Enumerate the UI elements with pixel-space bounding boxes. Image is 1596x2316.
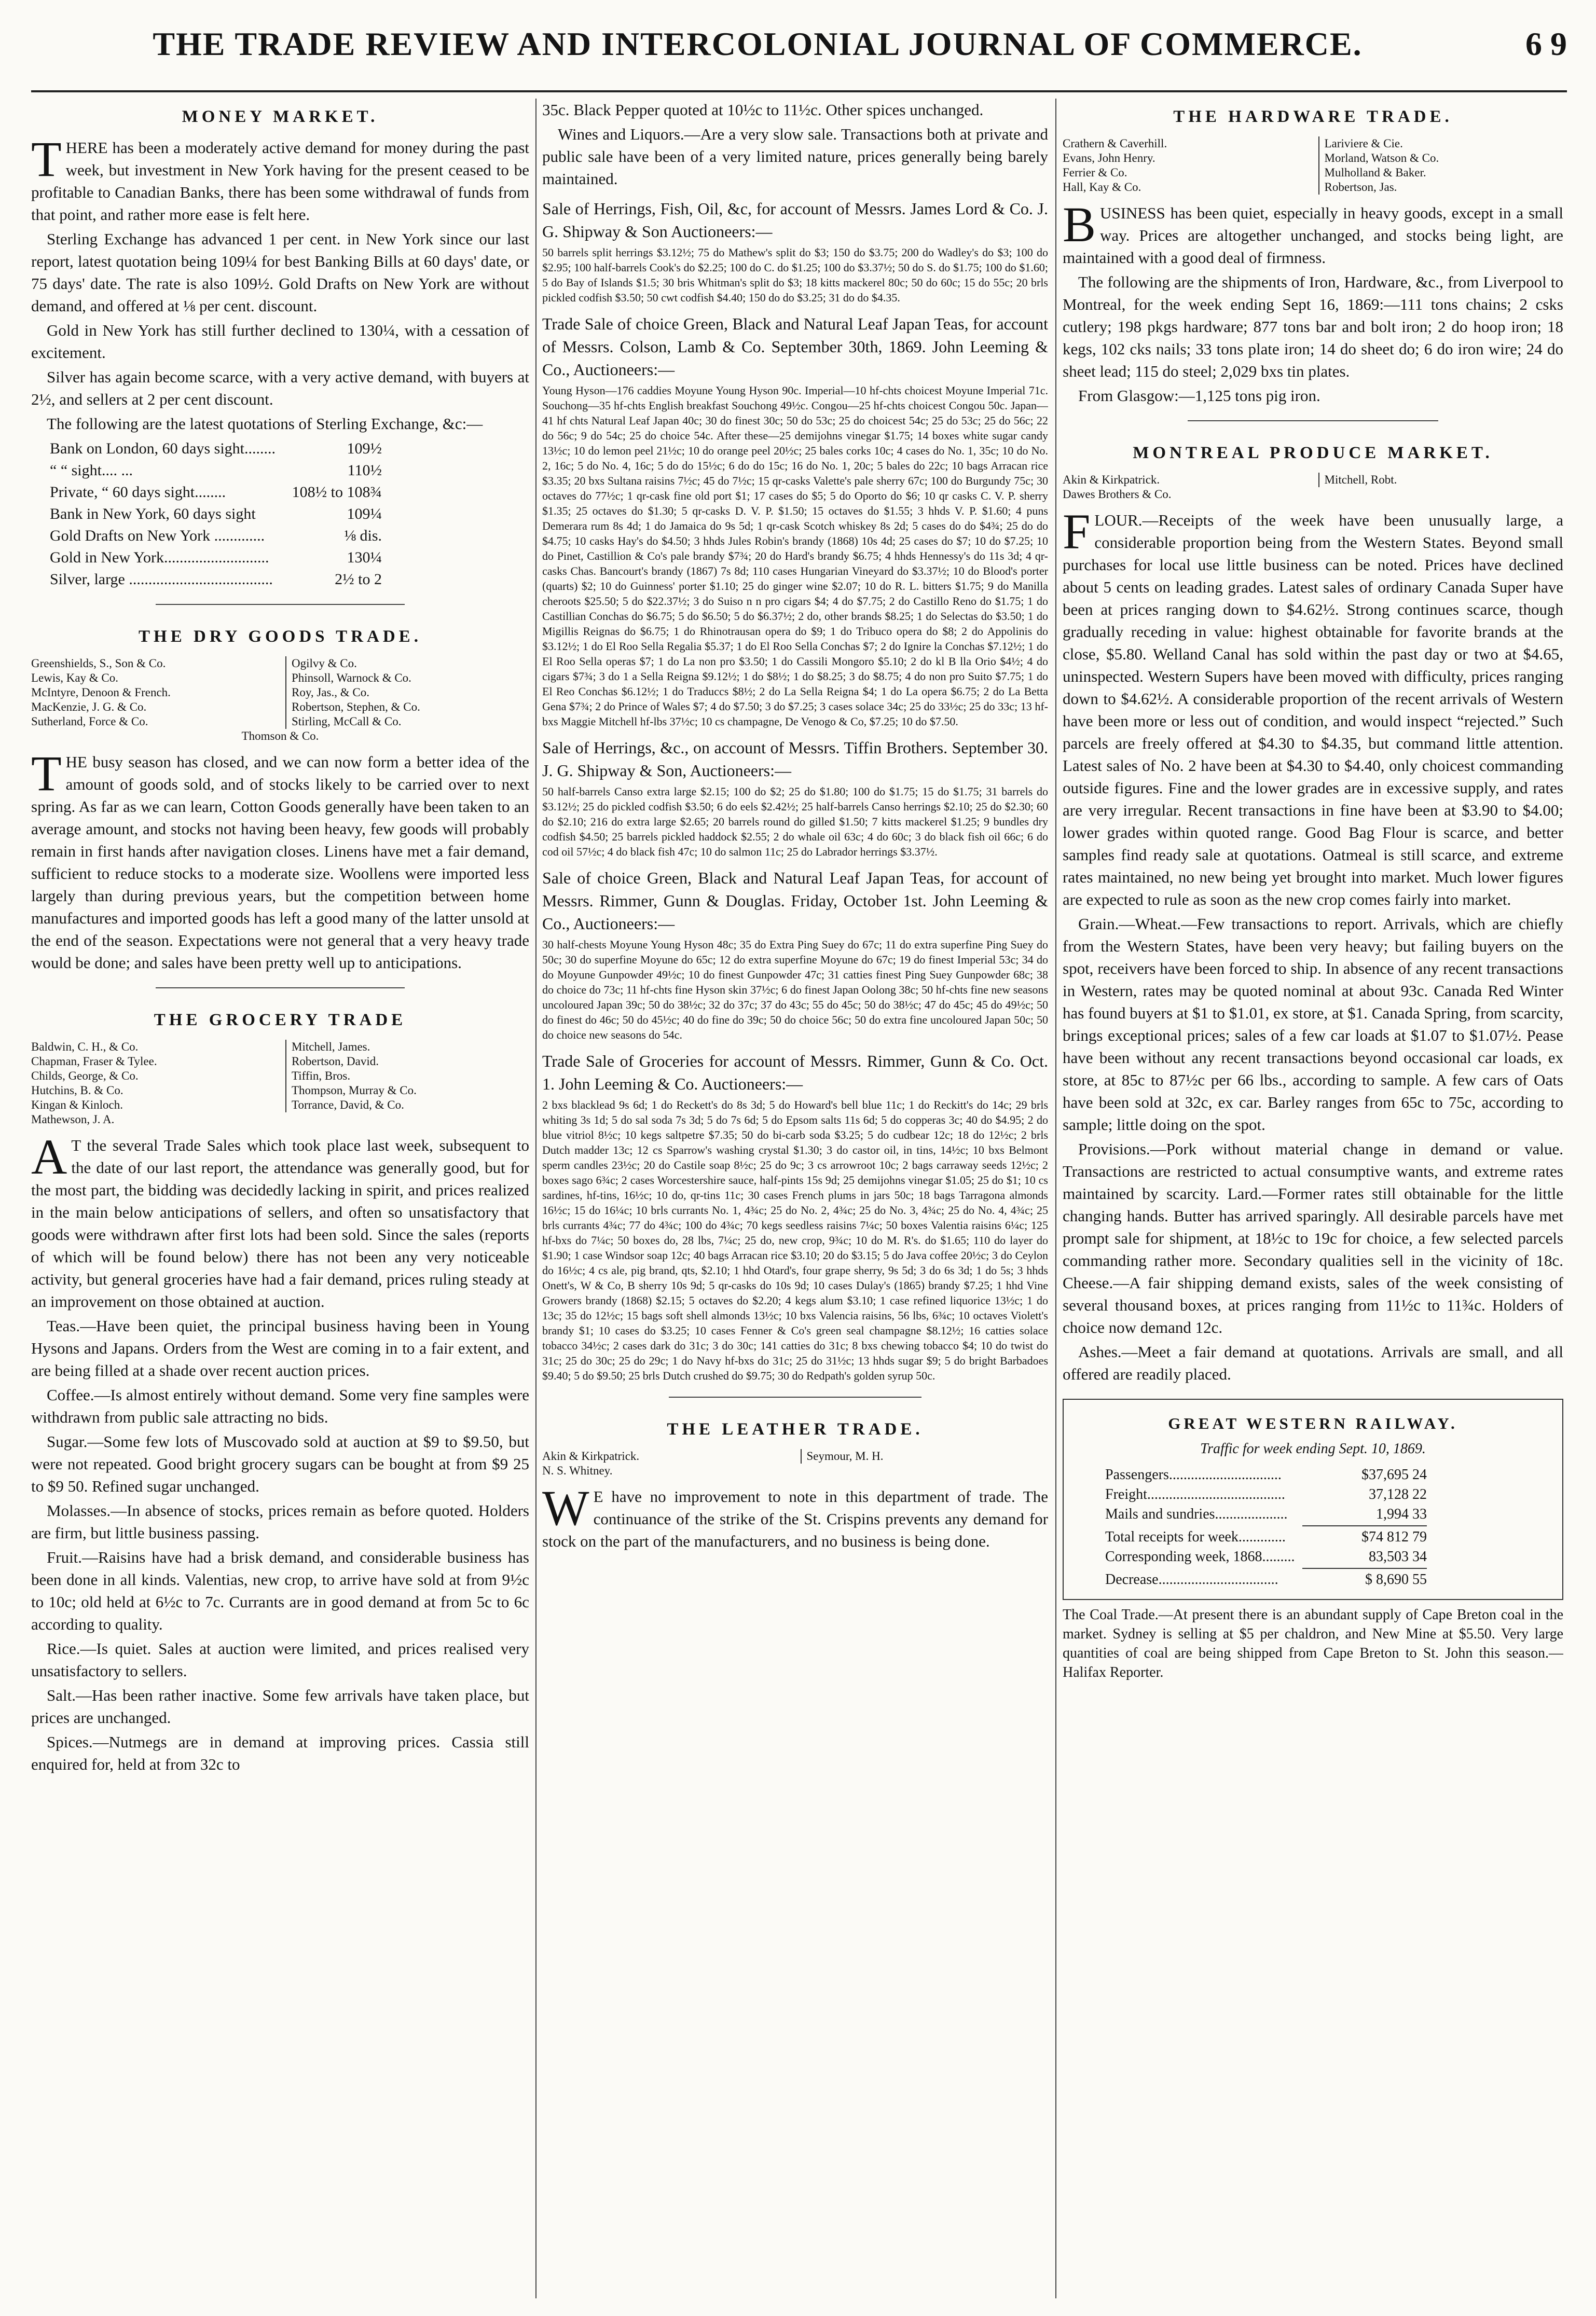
gwr-row: Mails and sundries.................... 1,994 33 [1105, 1506, 1427, 1522]
produce-flour: FLOUR.—Receipts of the week have been unusually large, a considerable proportion being from the Western States. Beyond small purchases for local use little business can be noted. Prices have declined about 5 cents on leading grades. Latest sales of ordinary Canada Super have been at prices ranging down to $4.62½. Strong continues scarce, though gradually receding in value: highest obtainable for favorite brands at the close, $5.80. Welland Canal has sold within the past day or two at $4.65, uninspected. Western Supers have been moved with difficulty, prices ranging down to $4.62½. A considerable proportion of the recent arrivals of Western have been more or less out of condition, and would inspect “rejected.” Such parcels are freely offered at $4.30 to $4.35, but command little attention. Latest sales of No. 2 have been at $4.30 to $4.40, only choicest commanding outside figures. Fine and the lower grades are in excessive supply, and rates are very irregular. Recent transactions in fine have been at $3.90 to $4.00; lower grades within quoted range. Good Bag Flour is scarce, and better samples find ready sale at quotations. Oatmeal is still scarce, and extreme rates maintained, no new being yet brought into market. Much lower figures are expected to rule as soon as the new crop comes fairly into market. [1063, 504, 1563, 908]
hardware-para-1: BUSINESS has been quiet, especially in heavy goods, except in a small way. Prices are altogether unchanged, and stocks being light, are maintained with a good deal of firmness. [1063, 197, 1563, 267]
rate-row: Private, “ 60 days sight........ 108½ to 108¾ [50, 484, 382, 501]
gwr-decrease: Decrease................................. $ 8,690 55 [1105, 1571, 1427, 1588]
sale-2-title: Trade Sale of choice Green, Black and Natural Leaf Japan Teas, for account of Messrs. Colson, Lamb & Co. September 30th, 1869. John Leeming & Co., Auctioneers:— [542, 314, 1048, 379]
wines-liquors: Wines and Liquors.—Are a very slow sale. Transactions both at private and public sale have been of a very limited nature, prices generally being barely maintained. [542, 125, 1048, 188]
hardware-heading: THE HARDWARE TRADE. [1173, 107, 1453, 126]
leather-para-1: W E have no improvement to note in this department of trade. The continuance of the strike of the St. Crispins prevents any demand for stock on the part of the manufacturers, and no business is being done. [542, 1480, 1048, 1550]
journal-title: THE TRADE REVIEW AND INTERCOLONIAL JOURNAL OF COMMERCE. [153, 25, 1363, 62]
produce-provisions: Provisions.—Pork without material change in demand or value. Transactions are restricted to actual consumptive wants, and extreme rates maintained by scarcity. Lard.—Former rates still obtainable for the little changing hands. Butter has arrived sparingly. All desirable parcels have met prompt sale for shipment, at 18½c to 19c for choice, a few selected parcels commanding rather more. Secondary qualities sell in the vicinity of 18c. Cheese.—A fair shipping demand exists, sales of the week consisting of several thousand boxes, at prices ranging from 11½c to 11¾c. Holders of choice now demand 12c. [1063, 1140, 1563, 1336]
grocery-coffee: Coffee.—Is almost entirely without demand. Some very fine samples were withdrawn from public sale attracting no bids. [31, 1386, 529, 1426]
gwr-subtitle: Traffic for week ending Sept. 10, 1869. [1200, 1441, 1426, 1457]
gwr-row: Passengers............................... $37,695 24 [1105, 1467, 1427, 1483]
column-divider-1 [535, 99, 536, 2298]
sale-2-body: Young Hyson—176 caddies Moyune Young Hyson 90c. Imperial—10 hf-chts choicest Moyune Imperial 71c. Souchong—35 hf-chts English breakfast Souchong 49½c. Congou—25 hf-chts choicest Congou 50c. Japan—41 hf chts Natural Leaf Japan 40c; 30 do finest 30c; 50 do 53c; 25 do choicest 54c; 25 do 53c; 25 do 56c; 22 do 56c; 9 do 54c; 25 do choice 54c. After these—25 demijohns vinegar $1.75; 14 boxes white sugar candy 13½c; 10 do lemon peel 21½c; 10 do orange peel 20½c; 25 bales corks 10c; 4 cases do No. 1, 35c; 10 do No. 2, 16c; 5 do No. 4, 16c; 5 do do 15½c; 6 do do 15c; 16 do No. 1, 20c; 5 bales do 22c; 10 bags Arracan rice $3.35; 20 bxs Sultana raisins 7½c; 45 do 7½c; 15 qr-casks Valette's pale sherry 67c; 100 do Burgundy 75c; 30 octaves do 77½c; 1 qr-cask fine old port $1; 17 cases do $5; 5 do Oporto do $6; 10 qr casks C. V. P. sherry $1.35; 25 octaves do $1.30; 5 qr-casks D. V. P. $1.50; 15 octaves do $1.55; 3 hhds V. P. $1.60; 4 puns Demerara rum 8s 4d; 1 do Jamaica do 9s 5d; 1 qr-cask Scotch whiskey 8s 2d; 5 cases do do $4¾; 25 do do $4.75; 10 casks Hay's do $4.50; 3 hhds Jules Robin's brandy (1868) 10s 4d; 25 cases do $7; 10 do $7.25; 10 do Pinet, Castillion & Co's pale brandy $7¾; 20 do Hard's brandy $6.75; 4 hhds Hennessy's do 11s 3d; 4 qr-casks Chas. Bancourt's brandy (1867) 7s 8d; 110 cases Hungarian Vineyard do $3.37½; 10 do Blood's porter (quarts) $2; 10 do Guinness' porter $1.10; 25 do ginger wine $2.07; 10 do R. L. bitters $1.75; 9 do Manilla cheroots $25.50; 5 do $22.37½; 3 do Suiso n n pro cigars $4; 4 do $7.75; 2 do Castillo Reno do $1.75; 1 do Castillian Conchas do $6.75; 5 do $6.50; 5 do $6.37½; 2 do, other brands $8.25; 1 do Selectas do $3.50; 1 do Migillis Reignas do $6.75; 1 do Rhinotrausan opera do $9; 1 do Tribuco opera do $8; 2 do Appolinis do $3.12½; 1 do El Roo Sella Regalia $5.37; 1 do El Roo Sella Conchas $7; 2 do Ignire la Conchas $7.12½; 1 do El Roo Sella operas $7; 1 do La non pro $3.50; 1 do Cassili Mongoro $5.10; 2 do kl B lla Orio $4½; 4 do cigars $7¾; 3 do 1 a Sella Reigna $9.12½; 1 do $8½; 1 do $8.25; 3 do $8.75; 4 do non pro Suito $7.75; 1 do El Reo Conchas $6.12½; 1 do Traduccs $8½; 2 do La Sella Reigna $4; 1 do La opera $6.75; 2 do La Betta Gena $7¾; 2 do Prince of Wales $7; 4 do $7.50; 3 do $7.25; 3 cases solace 34c; 25 do 33½c; 25 do 33c; 13 hf-bxs Maggie Mitchell hf-lbs 37½c; 10 cs champagne, De Venogo & Co, $7.25; 10 do $7.50. [542, 384, 1048, 728]
rate-row: Bank on London, 60 days sight........ 109½ [50, 440, 382, 457]
grocery-sugar: Sugar.—Some few lots of Muscovado sold at auction at $9 to $9.50, but were not repeated. Good bright grocery sugars can be bought at from $9 25 to $9 50. Refined sugar unchanged. [31, 1432, 529, 1495]
sale-4-title: Sale of choice Green, Black and Natural Leaf Japan Teas, for account of Messrs. Rimmer, Gunn & Douglas. Friday, October 1st. John Leeming & Co., Auctioneers:— [542, 868, 1048, 933]
column-divider-2 [1055, 99, 1056, 2298]
grocery-para-1: A T the several Trade Sales which took place last week, subsequent to the date of our last report, the attendance was generally good, but for the most part, the bidding was decidedly lacking in spirit, and prices realized in the main below anticipations of sellers, and often so unsatisfactory that goods were withdrawn after first lots had been sold. Since the sales (reports of which will be found below) there has not been any very noticeable activity, but general groceries have had a fair demand, prices ruling steady at an improvement on those obtained at auction. [31, 1129, 529, 1311]
sale-3-body: 50 half-barrels Canso extra large $2.15; 100 do $2; 25 do $1.80; 100 do $1.75; 15 do $1.75; 31 barrels do $3.12½; 25 do pickled codfish $3.50; 6 do eels $2.42½; 25 half-barrels Canso herrings $2.10; 25 do $2.30; 60 do $2.10; 216 do extra large $2.65; 20 barrels round do gilled $1.50; 7 kitts mackerel $1.25; 9 bundles dry codfish $4.50; 25 barrels pickled haddock $2.55; 2 do whale oil 63c; 4 do 60c; 3 do black fish oil 66c; 6 do cod oil 57½c; 4 do black fish 47c; 10 do salmon 11c; 25 do Labrador herrings $3.37½. [542, 785, 1048, 858]
rate-row: Gold Drafts on New York ............. ⅛ dis. [50, 527, 382, 544]
grocery-heading: THE GROCERY TRADE [154, 1011, 407, 1029]
rate-row: Silver, large ..................................... 2½ to 2 [50, 571, 382, 588]
exchange-rates [50, 438, 529, 590]
produce-heading: MONTREAL PRODUCE MARKET. [1133, 444, 1493, 462]
section-rule [156, 987, 405, 988]
page-number: 6 9 [1525, 25, 1567, 62]
leather-heading: THE LEATHER TRADE. [667, 1420, 924, 1439]
rate-row: Bank in New York, 60 days sight 109¼ [50, 505, 382, 522]
page-header [31, 25, 1567, 82]
grocery-teas: Teas.—Have been quiet, the principal business having been in Young Hysons and Japans. Orders from the West are coming in to a fair extent, and are being filled at a shade over recent auction prices. [31, 1317, 529, 1380]
money-market-para-3: Gold in New York has still further declined to 130¼, with a cessation of excitement. [31, 321, 529, 362]
dropcap-f: F [1063, 504, 1091, 559]
sale-4-body: 30 half-chests Moyune Young Hyson 48c; 35 do Extra Ping Suey do 67c; 11 do extra superfine Ping Suey do 50c; 30 do superfine Moyune do 65c; 12 do extra superfine Moyune do 67c; 19 do finest Imperial 53c; 34 do do Moyune Gunpowder 49½c; 10 do finest Gunpowder 47c; 31 catties finest Ping Suey Gunpowder 68c; 38 do choice do 73c; 11 hf-chts fine Hyson skin 37½c; 6 do finest Japan Oolong 38c; 50 hf-chts fine new seasons uncoloured Japan 39c; 50 do 38½c; 32 do 37c; 37 do 43c; 55 do 45c; 50 do 38½c; 47 do 45c; 45 do 49½c; 50 do finest do 46c; 50 do 45½c; 40 do fine do 39c; 50 do choice 56c; 50 do extra fine uncoloured Japan 50c; 50 do choice new seasons do 54c. [542, 938, 1048, 1041]
grocery-rice: Rice.—Is quiet. Sales at auction were limited, and prices realised very unsatisfactory to sellers. [31, 1639, 529, 1680]
column-2 [542, 99, 1048, 2293]
money-market-para-4: Silver has again become scarce, with a very active demand, with buyers at 2½, and sellers at 2 per cent discount. [31, 368, 529, 408]
header-rule [31, 90, 1567, 92]
gwr-row: Freight...................................... 37,128 22 [1105, 1486, 1427, 1502]
section-rule [156, 604, 405, 605]
dropcap-t: T [31, 746, 62, 801]
section-rule [669, 1397, 922, 1398]
gwr-heading: GREAT WESTERN RAILWAY. [1168, 1414, 1458, 1432]
hardware-para-3: From Glasgow:—1,125 tons pig iron. [1078, 387, 1320, 405]
column-1 [31, 99, 529, 2293]
dropcap-t: T [31, 131, 62, 187]
dry-goods-para-1: THE busy season has closed, and we can now form a better idea of the amount of goods sold, and of stocks likely to be carried over to next spring. As far as we can learn, Cotton Goods generally have been taken to an average amount, and stocks not having been heavy, few goods will probably remain in first hands after navigation closes. Linens have met a fair demand, sufficient to reduce stocks to a moderate size. Woollens were imported less largely than during previous years, but the competition between home manufactures and imported goods has left a good many of the latter unsold at the end of the season. Expectations were not general that a very heavy trade would be done; and sales have been pretty well up to anticipations. [31, 746, 529, 972]
great-western-railway-box [1063, 1399, 1563, 1600]
money-market-heading: MONEY MARKET. [182, 107, 379, 126]
gwr-rule [1302, 1568, 1427, 1569]
gwr-total: Total receipts for week............. $74 812 79 [1105, 1529, 1427, 1545]
section-rule [1188, 420, 1438, 421]
spices-continued: 35c. Black Pepper quoted at 10½c to 11½c. Other spices unchanged. [542, 101, 984, 119]
column-3 [1063, 99, 1563, 2293]
dropcap-w: W [542, 1480, 589, 1536]
leather-firms: Akin & Kirkpatrick. N. S. Whitney. Seymour, M. H. [542, 1449, 1048, 1478]
sale-5-title: Trade Sale of Groceries for account of Messrs. Rimmer, Gunn & Co. Oct. 1. John Leeming & Co. Auctioneers:— [542, 1052, 1048, 1093]
rate-row: Gold in New York........................... 130¼ [50, 549, 382, 566]
gwr-corresponding: Corresponding week, 1868......... 83,503 34 [1105, 1549, 1427, 1565]
grocery-spices: Spices.—Nutmegs are in demand at improving prices. Cassia still enquired for, held at from 32c to [31, 1733, 529, 1773]
produce-grain: Grain.—Wheat.—Few transactions to report. Arrivals, which are chiefly from the Western States, have been very heavy; but failing buyers on the spot, receivers have been forced to ship. In absence of any recent transactions in Western, rates may be quoted nominal at about 93c. Canada Red Winter has found buyers at $1 to $1.01, ex store, at $1. Canada Spring, from scarcity, brings exceptional prices; sales of a few car loads at $1.07 to $1.07½. Pease have been without any recent transactions beyond occasional car loads, ex store, at 85c to 87½c per 66 lbs., according to sample. A few cars of Oats have been sold at 32c, ex car. Barley ranges from 65c to 75c, according to sample; little doing on the spot. [1063, 915, 1563, 1134]
dropcap-b: B [1063, 197, 1096, 252]
hardware-para-2: The following are the shipments of Iron, Hardware, &c., from Liverpool to Montreal, for the week ending Sept 16, 1869:—111 tons chains; 2 csks cutlery; 198 pkgs hardware; 877 tons bar and bolt iron; 2 do hoop iron; 18 kegs, 102 cks nails; 33 tons plate iron; 14 do sheet do; 6 do iron wire; 24 do sheet lead; 115 do steel; 2,029 bxs tin plates. [1063, 273, 1563, 380]
hardware-firms: Crathern & Caverhill. Evans, John Henry. Ferrier & Co. Hall, Kay & Co. Lariviere & Cie. Morland, Watson & Co. Mulholland & Baker. Robertson, Jas. [1063, 136, 1563, 195]
dry-goods-heading: THE DRY GOODS TRADE. [139, 627, 422, 646]
coal-trade-para: The Coal Trade.—At present there is an abundant supply of Cape Breton coal in the market. Sydney is selling at $5 per chaldron, and New Mine at $5.50. Very large quantities of coal are being shipped from Cape Breton to St. John this season.—Halifax Reporter. [1063, 1607, 1563, 1680]
grocery-firms: Baldwin, C. H., & Co. Chapman, Fraser & Tylee. Childs, George, & Co. Hutchins, B. & Co. Kingan & Kinloch. Mathewson, J. A. Mitchell, James. Robertson, David. Tiffin, Bros. Thompson, Murray & Co. Torrance, David, & Co. [31, 1040, 529, 1127]
sale-1-body: 50 barrels split herrings $3.12½; 75 do Mathew's split do $3; 150 do $3.75; 200 do Wadley's do $3; 100 do $2.95; 100 half-barrels Cook's do $2.25; 100 do C. do $1.25; 100 do $3.37½; 50 do S. do $1.75; 100 do $1.60; 5 do Bay of Islands $1.5; 30 bris Whitman's split do $3; 18 kitts mackerel 80c; 50 do 60c; 15 do 55c; 20 brls pickled codfish $3.50; 50 cwt codfish $4.40; 150 do do $3.25; 31 do do $4.35. [542, 246, 1048, 304]
dropcap-a: A [31, 1129, 67, 1184]
produce-ashes: Ashes.—Meet a fair demand at quotations. Arrivals are small, and all offered are readily placed. [1063, 1343, 1563, 1383]
rate-row: “ “ sight.... ... 110½ [50, 462, 382, 479]
money-market-para-1: THERE has been a moderately active demand for money during the past week, but investment in New York having for the present ceased to be profitable to Canadian Banks, there has been some withdrawal of funds from that point, and rather more ease is felt here. [31, 131, 529, 224]
sale-5-body: 2 bxs blacklead 9s 6d; 1 do Reckett's do 8s 3d; 5 do Howard's bell blue 11c; 1 do Reckitt's do 14c; 29 brls whiting 3s 1d; 5 do sal soda 7s 3d; 5 do 7s 6d; 5 do Epsom salts 11s 6d; 5 do copperas 3c; 40 do $4.95; 2 do blue vitriol 8½c; 10 kegs saltpetre $7.35; 50 do bi-carb soda $3.25; 5 do cudbear 12c; 18 do 12½c; 2 brls Dutch madder 13c; 12 cs Sparrow's washing crystal $1.30; 3 do castor oil, in tins, 14½c; 10 bxs Belmont sperm candles 23½c; 20 do Castile soap 8½c; 25 do 9c; 3 cs arrowroot 10c; 2 bags carraway seeds 12½c; 2 boxes sago 6¾c; 2 cases Worcestershire sauce, half-pints 15s 9d; 25 demijohns vinegar $1.05; 25 do $1; 10 cs sardines, hf-tins, 16½c; 10 do, qr-tins 11c; 30 cases French plums in jars 50c; 18 bags Tarragona almonds 16½c; 15 do 16¼c; 10 brls currants No. 1, 4¾c; 25 do No. 2, 4¾c; 25 do No. 3, 4¾c; 25 do No. 4, 4¾c; 25 brls currants 4¾c; 77 do 4¾c; 100 do 4¾c; 70 kegs seedless raisins 7¼c; 50 boxes Valentia raisins 6¼c; 125 hf-bxs do 7¼c; 50 boxes do, 28 lbs, 7¼c; 25 do, new crop, 9¾c; 10 do M. R's. do $1.65; 110 do layer do $1.90; 1 case Windsor soap 12c; 40 bags Arracan rice $3.10; 20 do $3.15; 5 do Java coffee 20½c; 3 do Ceylon do 16½c; 4 cs ale, pig brand, qts, $2.10; 1 hhd Otard's, four grape sherry, 9s 5d; 3 do 6s 3d; 1 do 5s; 3 hhds Onett's, W & Co, B sherry 10s 9d; 5 qr-casks do 10s 9d; 10 cases Dulay's (1865) brandy $7.25; 1 hhd Vine Growers brandy (1868) $2.15; 5 octaves do $2.20; 4 kegs alum $3.10; 1 case refined liquorice 13½c; 1 do 13c; 35 do 12½c; 15 bags soft shell almonds 13½c; 10 bxs Valencia raisins, 56 lbs, 6¾c; 10 octaves Violett's brandy $1; 10 cases do $3.25; 10 cases Fenner & Co's green seal champagne $8.12½; 16 catties solace tobacco 34½c; 2 cases dark do 31c; 3 do 30c; 141 catties do 31c; 8 bxs chewing tobacco $4; 10 do twist do 31c; 25 do 30c; 25 do 29c; 1 do Navy hf-bxs do 31c; 25 do 31½c; 13 hhds sugar $9; 5 do bright Barbadoes $9.40; 5 do $9.50; 25 brls Dutch crushed do $9.75; 30 do Redpath's golden syrup 50c. [542, 1098, 1048, 1382]
produce-firms: Akin & Kirkpatrick. Dawes Brothers & Co. Mitchell, Robt. [1063, 473, 1563, 502]
money-market-para-2: Sterling Exchange has advanced 1 per cent. in New York since our last report, latest quotation being 109¼ for best Banking Bills at 60 days' date, or 75 days' date. The rate is also 109½. Gold Drafts on New York are without demand, and offered at ⅛ per cent. discount. [31, 230, 529, 315]
gwr-rule [1302, 1525, 1427, 1526]
sale-1-title: Sale of Herrings, Fish, Oil, &c, for account of Messrs. James Lord & Co. J. G. Shipway & Son Auctioneers:— [542, 199, 1048, 241]
grocery-molasses: Molasses.—In absence of stocks, prices remain as before quoted. Holders are firm, but little business passing. [31, 1501, 529, 1542]
grocery-fruit: Fruit.—Raisins have had a brisk demand, and considerable business has been done in all kinds. Valentias, new crop, to arrive have sold at from 9½c to 10c; old held at 6½c to 7c. Currants are in good demand at from 5c to 6c according to quality. [31, 1548, 529, 1633]
sale-3-title: Sale of Herrings, &c., on account of Messrs. Tiffin Brothers. September 30. J. G. Shipway & Son, Auctioneers:— [542, 738, 1048, 780]
grocery-salt: Salt.—Has been rather inactive. Some few arrivals have taken place, but prices are unchanged. [31, 1686, 529, 1727]
dry-goods-firms: Greenshields, S., Son & Co. Lewis, Kay & Co. McIntyre, Denoon & French. MacKenzie, J. G. & Co. Sutherland, Force & Co. Ogilvy & Co. Phinsoll, Warnock & Co. Roy, Jas., & Co. Robertson, Stephen, & Co. Stirling, McCall & Co. Thomson & Co. [31, 656, 529, 743]
money-market-para-5: The following are the latest quotations of Sterling Exchange, &c:— [47, 415, 483, 433]
